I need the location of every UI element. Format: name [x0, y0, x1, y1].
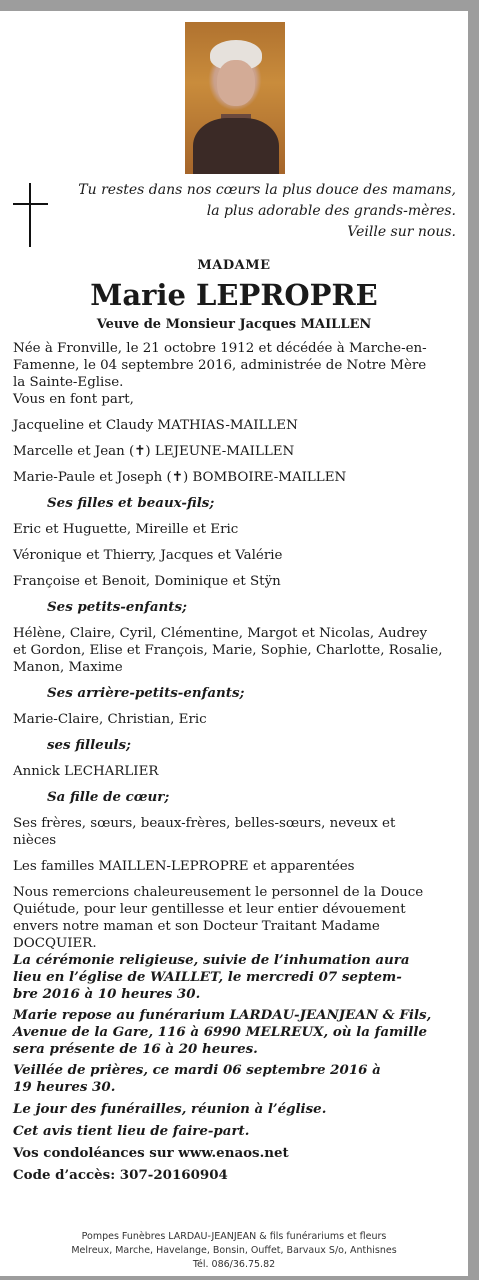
- frame-top-border: [0, 0, 479, 11]
- frame-bottom-border: [0, 1276, 479, 1280]
- family-line: Véronique et Thierry, Jacques et Valérie: [13, 548, 283, 563]
- funeral-home-footer: Pompes Funèbres LARDAU-JEANJEAN & fils funérariums et fleurs Melreux, Marche, Havelange, Bonsin, Ouffet, Barvaux S/o, Anthisnes Tél. 086/36.75.82: [71, 1231, 397, 1270]
- memorial-poem: [56, 180, 456, 243]
- church-meeting-text: Le jour des funérailles, réunion à l’église.: [13, 1101, 327, 1117]
- notice-text: Cet avis tient lieu de faire-part.: [13, 1123, 250, 1139]
- family-line: Marie-Claire, Christian, Eric: [13, 712, 207, 727]
- access-code: Code d’accès: 307-20160904: [13, 1167, 228, 1183]
- section-heading: Sa fille de cœur;: [47, 789, 170, 805]
- widow-of: Veuve de Monsieur Jacques MAILLEN: [96, 317, 372, 332]
- section-heading: Ses filles et beaux-fils;: [47, 495, 215, 511]
- funerarium-text: Marie repose au funérarium LARDAU-JEANJEAN & Fils, Avenue de la Gare, 116 à 6990 MELREUX, où la famille sera présente de 16 à 20 heures.: [13, 1007, 432, 1057]
- vigil-text: Veillée de prières, ce mardi 06 septembre 2016 à 19 heures 30.: [13, 1062, 381, 1095]
- family-line: Françoise et Benoit, Dominique et Stÿn: [13, 574, 281, 589]
- family-line: Eric et Huguette, Mireille et Eric: [13, 522, 239, 537]
- announce-text: Vous en font part,: [13, 392, 134, 407]
- poem-line: Tu restes dans nos cœurs la plus douce des mamans,: [78, 182, 456, 198]
- poem-line: Veille sur nous.: [347, 224, 456, 240]
- section-heading: ses filleuls;: [47, 737, 131, 753]
- family-line: Jacqueline et Claudy MATHIAS-MAILLEN: [13, 418, 298, 433]
- thanks-text: Nous remercions chaleureusement le personnel de la Douce Quiétude, pour leur gentillesse et leur entier dévouement envers notre maman et son Docteur Traitant Madame DOCQUIER.: [13, 885, 424, 951]
- family-line: Marie-Paule et Joseph (✝) BOMBOIRE-MAILLEN: [13, 470, 347, 485]
- obituary-body: [13, 340, 458, 1184]
- condolences-link[interactable]: Vos condoléances sur www.enaos.net: [13, 1145, 289, 1161]
- frame-right-border: [468, 0, 479, 1280]
- section-heading: Ses petits-enfants;: [47, 599, 187, 615]
- section-heading: Ses arrière-petits-enfants;: [47, 685, 245, 701]
- salutation: MADAME: [197, 258, 271, 273]
- birth-death-text: Née à Fronville, le 21 octobre 1912 et décédée à Marche-en- Famenne, le 04 septembre 2016, administrée de Notre Mère la Sainte-Eglise. Vous en font part,: [13, 340, 458, 408]
- family-line: Annick LECHARLIER: [13, 764, 159, 779]
- portrait-photo: [185, 22, 285, 174]
- siblings-text: Ses frères, sœurs, beaux-frères, belles-sœurs, neveux et nièces: [13, 816, 396, 848]
- families-text: Les familles MAILLEN-LEPROPRE et apparentées: [13, 859, 355, 874]
- great-grandchildren-list: Hélène, Claire, Cyril, Clémentine, Margot et Nicolas, Audrey et Gordon, Elise et François, Marie, Sophie, Charlotte, Rosalie, Manon, Maxime: [13, 626, 443, 675]
- family-line: Marcelle et Jean (✝) LEJEUNE-MAILLEN: [13, 444, 295, 459]
- poem-line: la plus adorable des grands-mères.: [206, 203, 456, 219]
- deceased-name: Marie LEPROPRE: [90, 278, 378, 312]
- ceremony-text: La cérémonie religieuse, suivie de l’inhumation aura lieu en l’église de WAILLET, le mercredi 07 septem- bre 2016 à 10 heures 30.: [13, 952, 410, 1002]
